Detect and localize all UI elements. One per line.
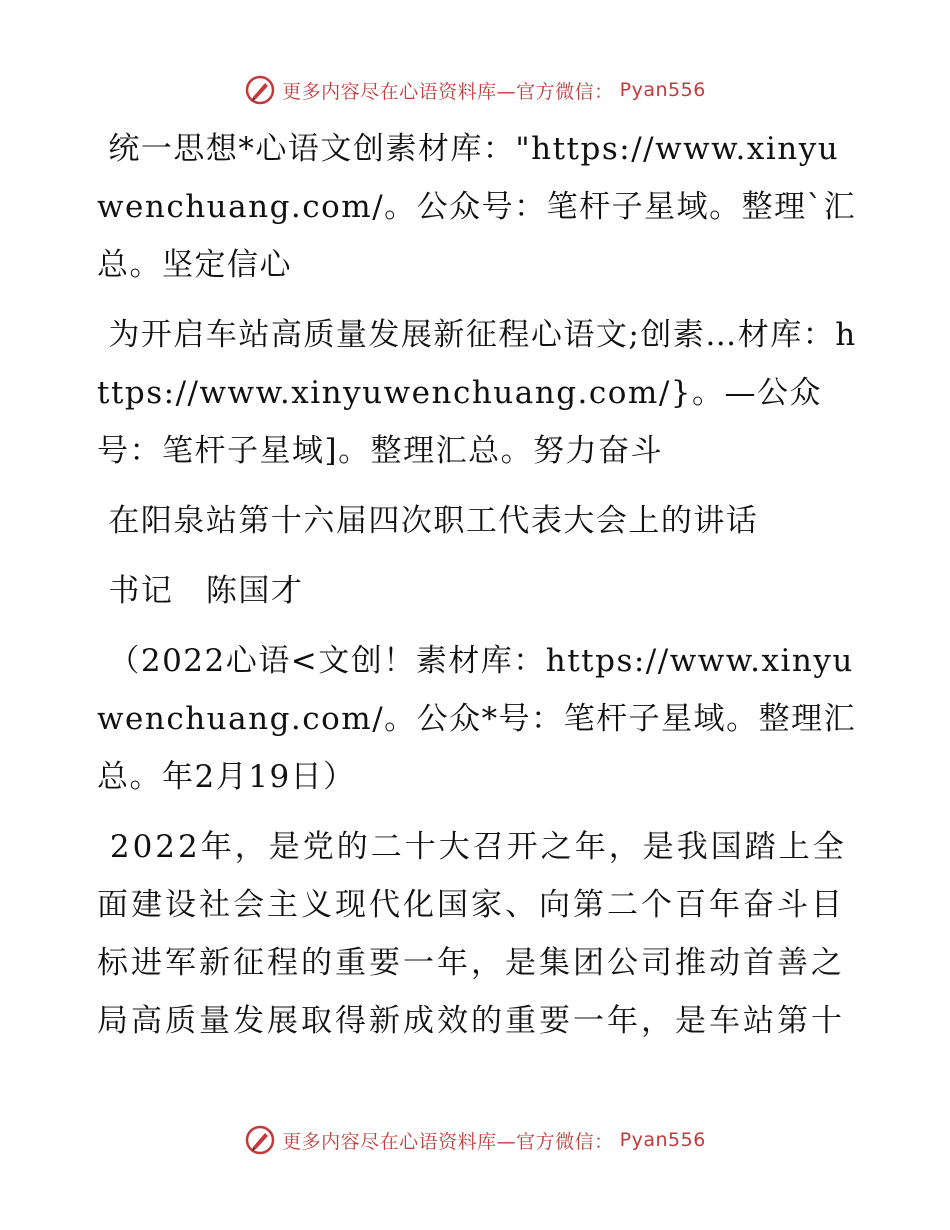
pen-logo-icon: [244, 74, 276, 106]
watermark-text: 更多内容尽在心语资料库—官方微信：: [282, 1130, 614, 1153]
pen-logo-icon: [244, 1124, 276, 1156]
speaker-line: 书记 陈国才: [97, 573, 304, 609]
watermark-text: 更多内容尽在心语资料库—官方微信：: [282, 80, 614, 103]
speech-date: （2022心语<文创！素材库：https://www.xinyuwenchuang.com/。公众*号：笔杆子星域。整理汇总。年2月19日）: [97, 643, 857, 795]
paragraph-body-1: 2022年，是党的二十大召开之年，是我国踏上全面建设社会主义现代化国家、向第二个百年奋斗目标进军新征程的重要一年，是集团公司推动首善之局高质量发展取得新成效的重要一年，是车站第十: [97, 829, 847, 1039]
watermark-wechat-id: Pyan556: [619, 79, 706, 101]
speech-title: 在阳泉站第十六届四次职工代表大会上的讲话: [97, 503, 759, 539]
paragraph-intro-2: 为开启车站高质量发展新征程心语文;创素…材库：https://www.xinyuwenchuang.com/}。—公众号：笔杆子星域]。整理汇总。努力奋斗: [97, 317, 857, 469]
paragraph-intro-1: 统一思想*心语文创素材库："https://www.xinyuwenchuang.com/。公众号：笔杆子星域。整理`汇总。坚定信心: [97, 131, 857, 283]
header-watermark: [0, 70, 950, 110]
watermark-wechat-id: Pyan556: [619, 1129, 706, 1151]
footer-watermark: [0, 1120, 950, 1160]
document-body: [97, 120, 857, 1062]
